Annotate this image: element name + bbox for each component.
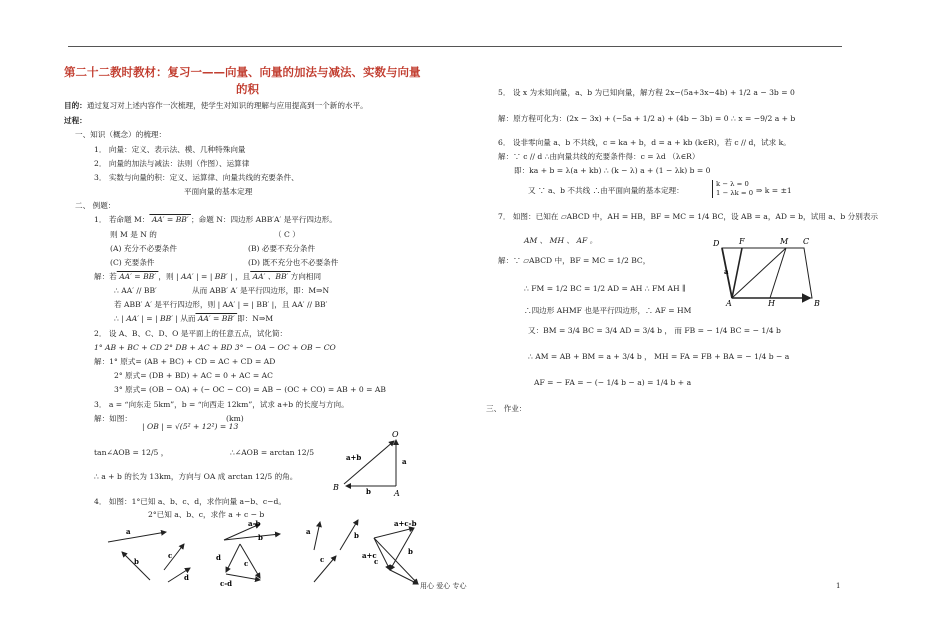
vec-pair: AA′ 、BB′: [250, 272, 291, 281]
example-1-solution-2b: 从而 ABB′ A′ 是平行四边形，即：M⇒N: [192, 286, 330, 295]
example-1-suffix: ；命题 N：四边形 ABB′A′ 是平行四边形。: [191, 215, 337, 224]
example-1-solution-4: [114, 314, 273, 323]
label-apb: a+b: [346, 453, 362, 462]
vector-eq-aa-bb: AA′ = BB′: [149, 215, 192, 224]
example-1-answer: （ C ）: [274, 230, 300, 239]
label-a: a: [402, 457, 407, 466]
vec-eq-2: AA′ = BB′: [195, 314, 238, 323]
para-label-H: H: [768, 299, 775, 308]
example-1-prefix: 1． 若命题 M：: [94, 215, 150, 224]
vec4-label-c: c: [374, 557, 379, 566]
goal-line: [64, 101, 368, 110]
label-O: O: [392, 430, 399, 439]
example-2-items: 1° AB + BC + CD 2° DB + AC + BD 3° − OA − OC + OB − CO: [94, 343, 336, 352]
example-7-solution-4: 又：BM = 3/4 BC = 3/4 AD = 3/4 b ， 而 FB = − 1/4 BC = − 1/4 b: [528, 326, 781, 335]
para-label-F: F: [739, 237, 745, 246]
example-3-unit: (km): [226, 414, 244, 423]
sol4-from: 从而: [180, 314, 196, 323]
vec1-label-d: d: [184, 573, 189, 582]
option-b: (B) 必要不充分条件: [248, 244, 316, 253]
example-7-statement: 7． 如图：已知在 ▱ABCD 中，AH = HB，BF = MC = 1/4 BC，设 AB = a，AD = b，试用 a、b 分别表示: [498, 212, 879, 221]
knowledge-item-2: 2． 向量的加法与减法：法则（作图）、运算律: [94, 159, 250, 168]
example-5-solution: 解：原方程可化为：(2x − 3x) + (−5a + 1/2 a) + (4b − 3b) = 0 ∴ x = −9/2 a + b: [498, 114, 796, 123]
goal-label: 目的：: [64, 101, 87, 110]
sol1-and: ，且: [235, 272, 251, 281]
para-label-M: M: [780, 237, 789, 246]
parallelogram-figure: [710, 236, 826, 310]
sol1-then: ，则: [158, 272, 174, 281]
section-1-heading: 一、知识（概念）的梳理：: [75, 130, 167, 139]
label-B: B: [333, 483, 339, 492]
example-6-solution-2: 即：ka + b = λ(a + kb) ∴ (k − λ) a + (1 − λk) b = 0: [514, 166, 711, 175]
page-title-cont: 的积: [236, 82, 259, 96]
footer-text: 用心 爱心 专心: [420, 582, 467, 590]
example-6-statement: 6． 设非零向量 a、b 不共线，c = ka + b，d = a + kb (k∈R)，若 c // d，试求 k。: [498, 138, 791, 147]
example-4-statement-2: 2°已知 a、b、c，求作 a + c − b: [148, 510, 265, 519]
page-title: 第二十二教时教材：复习一——向量、向量的加法与减法、实数与向量: [64, 65, 421, 79]
example-3-tan: tan∠AOB = 12/5 ，: [94, 448, 169, 457]
knowledge-item-1: 1． 向量：定义、表示法、模、几种特殊向量: [94, 145, 246, 154]
system-eq-1: k − λ = 0: [716, 180, 749, 188]
example-6-solution-3: 又 ∵ a、b 不共线 ∴由平面向量的基本定理：: [528, 186, 684, 195]
goal-text: 通过复习对上述内容作一次梳理，使学生对知识的理解与应用提高到一个新的水平。: [86, 101, 368, 110]
example-6-solution-1: 解：∵ c // d ∴由向量共线的充要条件得：c = λd （λ∈R）: [498, 152, 700, 161]
para-label-B: B: [814, 299, 820, 308]
example-7-solution-3: ∴四边形 AHMF 也是平行四边形，∴ AF = HM: [524, 306, 692, 315]
para-label-a: a: [724, 267, 729, 276]
example-3-statement: 3． a = “向东走 5km”，b = “向西走 12km”，试求 a+b 的长度与方向。: [94, 400, 349, 409]
system-eq-2: 1 − λk = 0: [716, 189, 754, 197]
vec-mod-2: | AA′ | = | BB′ |: [118, 314, 181, 323]
example-1-question: 则 M 是 N 的: [110, 230, 157, 239]
sol4-therefore: ∴: [114, 314, 119, 323]
vectors-figure-2: [200, 516, 290, 588]
vec1-label-b: b: [134, 557, 139, 566]
option-a: (A) 充分不必要条件: [110, 244, 177, 253]
vec1-label-c: c: [168, 551, 173, 560]
example-7-solution-1: 解：∵ ▱ABCD 中，BF = MC = 1/2 BC，: [498, 256, 651, 265]
sol4-end: 即：N⇒M: [237, 314, 274, 323]
example-7-solution-2: ∴ FM = 1/2 BC = 1/2 AD = AH ∴ FM AH ∥: [524, 284, 686, 293]
example-6-result: ⇒ k = ±1: [756, 186, 792, 195]
para-label-C: C: [803, 237, 810, 246]
option-d: (D) 既不充分也不必要条件: [248, 258, 339, 267]
section-3-heading: 三、 作业：: [486, 404, 527, 413]
header-rule: [68, 46, 842, 47]
example-1-statement: [94, 215, 337, 224]
example-1-solution-3: 若 ABB′ A′ 是平行四边形，则 | AA′ | = | BB′ |，且 AA′ // BB′: [114, 300, 328, 309]
vec2-label-c: c: [244, 559, 249, 568]
section-2-heading: 二、 例题：: [75, 201, 116, 210]
vec2-label-d: d: [216, 553, 221, 562]
triangle-figure: [330, 428, 420, 500]
process-label: 过程：: [64, 116, 87, 125]
example-3-angle: ∴∠AOB = arctan 12/5: [230, 448, 315, 457]
label-b: b: [366, 487, 371, 496]
example-2-solution-1: 解：1° 原式= (AB + BC) + CD = AC + CD = AD: [94, 357, 276, 366]
vec3-label-b: b: [354, 531, 359, 540]
vec2-label-cmd: c-d: [220, 579, 233, 588]
para-label-D: D: [713, 239, 720, 248]
example-5-statement: 5． 设 x 为未知向量，a、b 为已知向量，解方程 2x−(5a+3x−4b) + 1/2 a − 3b = 0: [498, 88, 795, 97]
vectors-figure-1: [104, 522, 194, 584]
sol1-dir: 方向相同: [290, 272, 322, 281]
sol1-prefix: 解：若: [94, 272, 117, 281]
example-7-list: AM 、 MH 、 AF 。: [524, 236, 598, 245]
example-7-solution-5: ∴ AM = AB + BM = a + 3/4 b ， MH = FA = FB + BA = − 1/4 b − a: [528, 352, 790, 361]
vec2-label-amb: a-b: [248, 519, 261, 528]
example-4-statement-1: 4． 如图：1°已知 a、b、c、d，求作向量 a−b、c−d。: [94, 497, 286, 506]
knowledge-item-3: 3． 实数与向量的积：定义、运算律、向量共线的充要条件、: [94, 173, 299, 182]
example-1-solution-1: [94, 272, 321, 281]
vec-mod: | AA′ | = | BB′ |: [173, 272, 236, 281]
vec2-label-b: b: [258, 533, 263, 542]
example-7-solution-6: AF = − FA = − (− 1/4 b − a) = 1/4 b + a: [534, 378, 692, 387]
vec3-label-a: a: [306, 527, 311, 536]
vec3-label-c: c: [320, 555, 325, 564]
vec4-label-apc: a+c: [362, 551, 377, 560]
example-6-system: [712, 180, 753, 198]
example-1-solution-2: ∴ AA′ // BB′: [114, 286, 157, 295]
example-2-solution-3: 3° 原式= (OB − OA) + (− OC − CO) = AB − (OC + CO) = AB + 0 = AB: [114, 385, 386, 394]
example-2-solution-2: 2° 原式= (DB + BD) + AC = 0 + AC = AC: [114, 371, 273, 380]
vector-apb-line: [344, 441, 394, 484]
example-3-result: ∴ a + b 的长为 13km，方向与 OA 成 arctan 12/5 的角。: [94, 472, 298, 481]
example-3-solution: 解：如图：: [94, 414, 132, 423]
para-label-A: A: [726, 299, 732, 308]
vec1-label-a: a: [126, 527, 131, 536]
vec-eq: AA′ = BB′: [116, 272, 159, 281]
example-3-modulus: | OB | = √(5² + 12²) = 13: [142, 422, 239, 431]
vec4-label-apcmb: a+c-b: [394, 519, 417, 528]
option-c: (C) 充要条件: [110, 258, 155, 267]
page-number: 1: [836, 582, 841, 590]
vectors-figure-4: [360, 514, 430, 590]
example-2-statement: 2． 设 A、B、C、D、O 是平面上的任意五点，试化简：: [94, 329, 288, 338]
label-A: A: [394, 489, 400, 498]
vec4-label-b: b: [408, 547, 413, 556]
knowledge-item-3-cont: 平面向量的基本定理: [184, 187, 253, 196]
